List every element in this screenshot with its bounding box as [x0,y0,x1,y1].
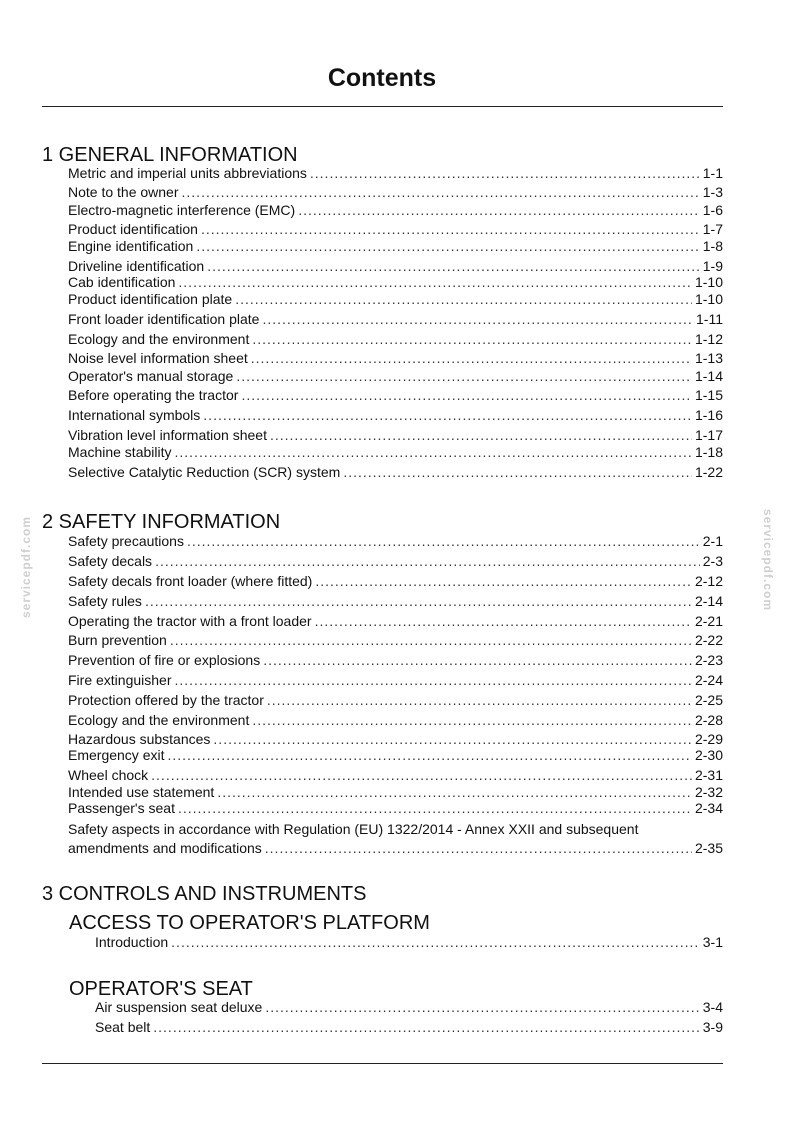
toc-leader [315,572,692,590]
toc-entry-label: Introduction [95,934,169,950]
toc-entry-label: Cab identification [68,274,176,290]
toc-entry-page: 1-17 [694,427,723,443]
toc-leader [175,671,692,689]
toc-entry[interactable] [68,766,723,784]
toc-entry-page: 3-9 [702,1019,723,1035]
toc-leader [343,463,692,481]
toc-entry-label: Product identification [68,221,198,237]
toc-leader [262,310,693,328]
toc-leader [252,711,692,729]
toc-entry-page: 1-14 [694,368,723,384]
toc-entry[interactable] [68,463,723,481]
toc-entry-page: 2-29 [694,731,723,747]
toc-entry[interactable] [68,552,723,570]
toc-entry[interactable] [68,310,723,328]
toc-entry-label: Ecology and the environment [68,331,250,347]
chapter-heading-3: 3 CONTROLS AND INSTRUMENTS [42,883,367,905]
toc-entry[interactable] [68,651,723,669]
toc-entry-page: 2-12 [694,573,723,589]
toc-entry[interactable] [68,631,723,649]
toc-leader [171,933,700,951]
toc-entry-page: 2-34 [694,800,723,816]
toc-entry-page: 2-28 [694,712,723,728]
toc-entry-label: Safety rules [68,593,142,609]
toc-leader [201,220,700,238]
toc-leader [145,592,692,610]
toc-entry[interactable] [68,612,723,630]
toc-entry-page: 2-24 [694,672,723,688]
toc-entry-label: Front loader identification plate [68,311,260,327]
toc-leader [178,799,692,817]
toc-entry[interactable] [68,273,723,291]
toc-leader [178,273,692,291]
toc-entry-label: Note to the owner [68,184,179,200]
toc-leader [203,406,692,424]
page-title: Contents [327,64,437,92]
toc-entry[interactable] [68,572,723,590]
section-heading-seat: OPERATOR'S SEAT [69,978,253,1000]
toc-leader [235,290,692,308]
toc-entry[interactable] [68,671,723,689]
toc-entry-label: Emergency exit [68,747,165,763]
toc-leader [187,532,700,550]
toc-entry-page: 1-8 [702,238,723,254]
toc-entry-label: Ecology and the environment [68,712,250,728]
toc-entry[interactable] [68,592,723,610]
toc-entry-label: Safety decals [68,553,153,569]
toc-entry-label: Burn prevention [68,632,167,648]
toc-entry-label: Operator's manual storage [68,368,234,384]
toc-entry-label: Before operating the tractor [68,387,239,403]
toc-entry-line2 [68,839,723,857]
toc-entry-label: Passenger's seat [68,800,175,816]
toc-entry[interactable] [68,237,723,255]
toc-entry[interactable] [95,1018,723,1036]
footer-rule [42,1063,723,1064]
toc-entry-page: 1-16 [694,407,723,423]
toc-entry-page: 2-35 [694,840,723,856]
toc-entry[interactable] [68,349,723,367]
section-heading-access: ACCESS TO OPERATOR'S PLATFORM [69,912,430,934]
toc-entry[interactable] [68,164,723,182]
toc-entry-page: 2-23 [694,652,723,668]
toc-entry-page: 3-4 [702,999,723,1015]
toc-entry-label: Noise level information sheet [68,350,248,366]
toc-leader [251,349,692,367]
toc-entry-page: 2-22 [694,632,723,648]
toc-leader [175,443,692,461]
toc-entry[interactable] [68,691,723,709]
toc-leader [267,691,692,709]
toc-leader [151,766,692,784]
toc-entry-label-line1: Safety aspects in accordance with Regulation (EU) 1322/2014 - Annex XXII and subsequent [68,821,639,837]
toc-entry-page: 2-14 [694,593,723,609]
toc-entry-page: 1-1 [702,165,723,181]
toc-entry-page: 2-1 [702,533,723,549]
toc-entry-label: Air suspension seat deluxe [95,999,263,1015]
toc-entry[interactable] [68,367,723,385]
toc-leader [265,998,699,1016]
toc-leader [241,386,692,404]
toc-entry[interactable] [68,443,723,461]
toc-leader [252,330,692,348]
toc-entry-label: Electro-magnetic interference (EMC) [68,202,296,218]
toc-entry-page: 1-13 [694,350,723,366]
toc-entry-label: Protection offered by the tractor [68,692,264,708]
toc-entry-page: 1-7 [702,221,723,237]
toc-entry-label: Driveline identification [68,258,205,274]
chapter-heading-1: 1 GENERAL INFORMATION [42,144,298,166]
toc-leader [155,552,700,570]
toc-entry-page: 1-3 [702,184,723,200]
toc-entry-page: 2-25 [694,692,723,708]
chapter-heading-2: 2 SAFETY INFORMATION [42,511,281,533]
toc-entry-label: Operating the tractor with a front loader [68,613,312,629]
toc-entry-label: Prevention of fire or explosions [68,652,261,668]
toc-entry-page: 1-11 [696,311,723,327]
toc-entry-page: 1-10 [694,291,723,307]
toc-leader [310,164,700,182]
toc-entry[interactable] [68,746,723,764]
toc-entry-label-line2: amendments and modifications [68,840,262,856]
toc-entry-page: 1-12 [694,331,723,347]
toc-leader [265,839,692,857]
toc-leader [298,201,700,219]
toc-entry-label: Fire extinguisher [68,672,172,688]
toc-entry-page: 1-6 [702,202,723,218]
toc-entry-page: 2-31 [694,767,723,783]
toc-leader [170,631,692,649]
toc-entry-label: Wheel chock [68,767,149,783]
toc-leader [196,237,699,255]
toc-entry-label: Machine stability [68,444,172,460]
toc-leader [236,367,692,385]
toc-entry-label: Safety decals front loader (where fitted) [68,573,313,589]
toc-entry[interactable] [68,183,723,201]
toc-entry-label: Vibration level information sheet [68,427,267,443]
toc-entry-page: 2-32 [694,784,723,800]
toc-entry-label: Intended use statement [68,784,215,800]
toc-leader [263,651,692,669]
watermark-left: servicepdf.com [19,515,33,619]
toc-entry[interactable] [68,330,723,348]
toc-entry[interactable] [68,201,723,219]
toc-entry-label: Engine identification [68,238,194,254]
toc-entry-page: 1-18 [694,444,723,460]
toc-entry[interactable] [68,220,723,238]
toc-entry-label: Safety precautions [68,533,184,549]
toc-leader [153,1018,700,1036]
toc-entry-page: 3-1 [702,934,723,950]
toc-entry[interactable] [68,426,723,444]
toc-entry-page: 1-22 [694,464,723,480]
toc-entry[interactable] [95,933,723,951]
toc-entry-page: 2-21 [694,613,723,629]
toc-entry[interactable] [68,799,723,817]
toc-leader [270,426,692,444]
toc-entry-page: 1-10 [694,274,723,290]
toc-entry-page: 1-15 [694,387,723,403]
toc-entry-label: Product identification plate [68,291,233,307]
toc-entry[interactable] [68,386,723,404]
toc-leader [315,612,692,630]
toc-entry-page: 2-30 [694,747,723,763]
toc-leader [167,746,691,764]
watermark-right: servicepdf.com [761,508,775,612]
toc-entry[interactable] [68,532,723,550]
toc-entry-label: International symbols [68,407,201,423]
toc-entry-long[interactable] [68,820,723,857]
toc-entry[interactable] [68,406,723,424]
toc-entry[interactable] [95,998,723,1016]
toc-entry-label: Selective Catalytic Reduction (SCR) system [68,464,341,480]
toc-leader [182,183,700,201]
toc-entry-label: Hazardous substances [68,731,211,747]
toc-entry[interactable] [68,290,723,308]
toc-entry-label: Metric and imperial units abbreviations [68,165,307,181]
toc-entry-page: 1-9 [702,258,723,274]
toc-entry-label: Seat belt [95,1019,151,1035]
toc-entry[interactable] [68,711,723,729]
header-rule [42,106,723,107]
toc-entry-page: 2-3 [702,553,723,569]
